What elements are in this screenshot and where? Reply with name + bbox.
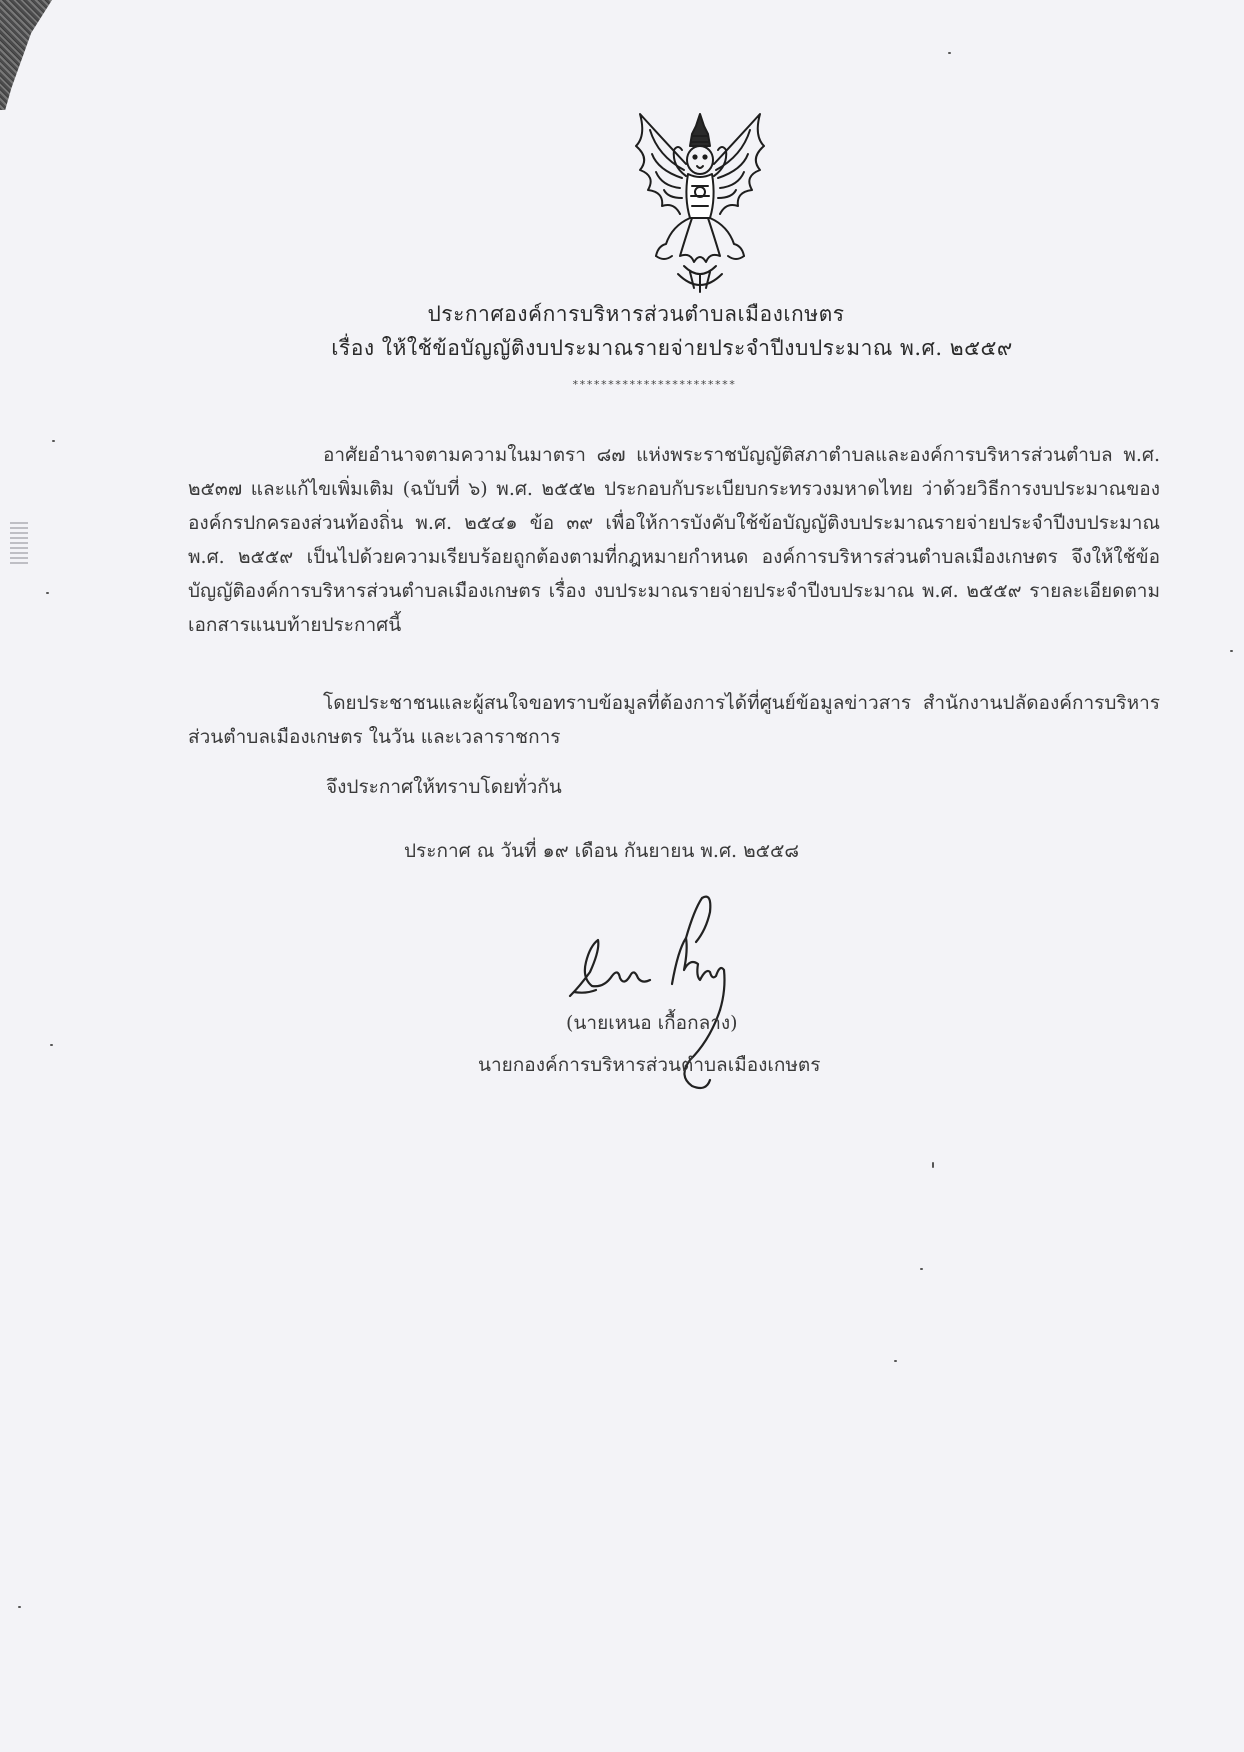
scan-speck bbox=[52, 440, 55, 442]
garuda-emblem bbox=[600, 106, 800, 298]
scan-speck bbox=[46, 592, 49, 594]
document-subject: เรื่อง ให้ใช้ข้อบัญญัติงบประมาณรายจ่ายประจำปีงบประมาณ พ.ศ. ๒๕๕๙ bbox=[331, 336, 1013, 360]
scan-speck bbox=[894, 1360, 897, 1362]
title-separator: *********************** bbox=[572, 378, 736, 391]
scan-noise bbox=[10, 520, 28, 564]
scan-speck bbox=[1230, 650, 1233, 652]
closing-statement: จึงประกาศให้ทราบโดยทั่วกัน bbox=[326, 776, 562, 798]
signer-name: (นายเหนอ เกื้อกลาง) bbox=[566, 1012, 738, 1034]
scan-speck bbox=[920, 1268, 923, 1270]
scan-speck bbox=[932, 1162, 934, 1168]
scan-speck bbox=[50, 1044, 53, 1046]
body-paragraph-2: โดยประชาชนและผู้สนใจขอทราบข้อมูลที่ต้องการได้ที่ศูนย์ข้อมูลข่าวสาร สำนักงานปลัดองค์การบริหารส่วนตำบลเมืองเกษตร ในวัน และเวลาราชการ bbox=[188, 692, 1160, 748]
signer-position: นายกองค์การบริหารส่วนตำบลเมืองเกษตร bbox=[478, 1054, 821, 1076]
document-title: ประกาศองค์การบริหารส่วนตำบลเมืองเกษตร bbox=[427, 302, 845, 326]
scan-speck bbox=[948, 52, 951, 54]
announcement-date: ประกาศ ณ วันที่ ๑๙ เดือน กันยายน พ.ศ. ๒๕๕๘ bbox=[404, 840, 800, 862]
body-paragraph-1: อาศัยอำนาจตามความในมาตรา ๘๗ แห่งพระราชบัญญัติสภาตำบลและองค์การบริหารส่วนตำบล พ.ศ. ๒๕๓๗ และแก้ไขเพิ่มเติม (ฉบับที่ ๖) พ.ศ. ๒๕๕๒ ประกอบกับระเบียบกระทรวงมหาดไทย ว่าด้วยวิธีการงบประมาณขององค์กรปกครองส่วนท้องถิ่น พ.ศ. ๒๕๔๑ ข้อ ๓๙ เพื่อให้การบังคับใช้ข้อบัญญัติงบประมาณรายจ่ายประจำปีงบประมาณ พ.ศ. ๒๕๕๙ เป็นไปด้วยความเรียบร้อยถูกต้องตามที่กฎหมายกำหนด องค์การบริหารส่วนตำบลเมืองเกษตร จึงให้ใช้ข้อบัญญัติองค์การบริหารส่วนตำบลเมืองเกษตร เรื่อง งบประมาณรายจ่ายประจำปีงบประมาณ พ.ศ. ๒๕๕๙ รายละเอียดตามเอกสารแนบท้ายประกาศนี้ bbox=[188, 444, 1160, 636]
scan-speck bbox=[18, 1606, 21, 1608]
scan-edge-artifact bbox=[0, 0, 52, 110]
